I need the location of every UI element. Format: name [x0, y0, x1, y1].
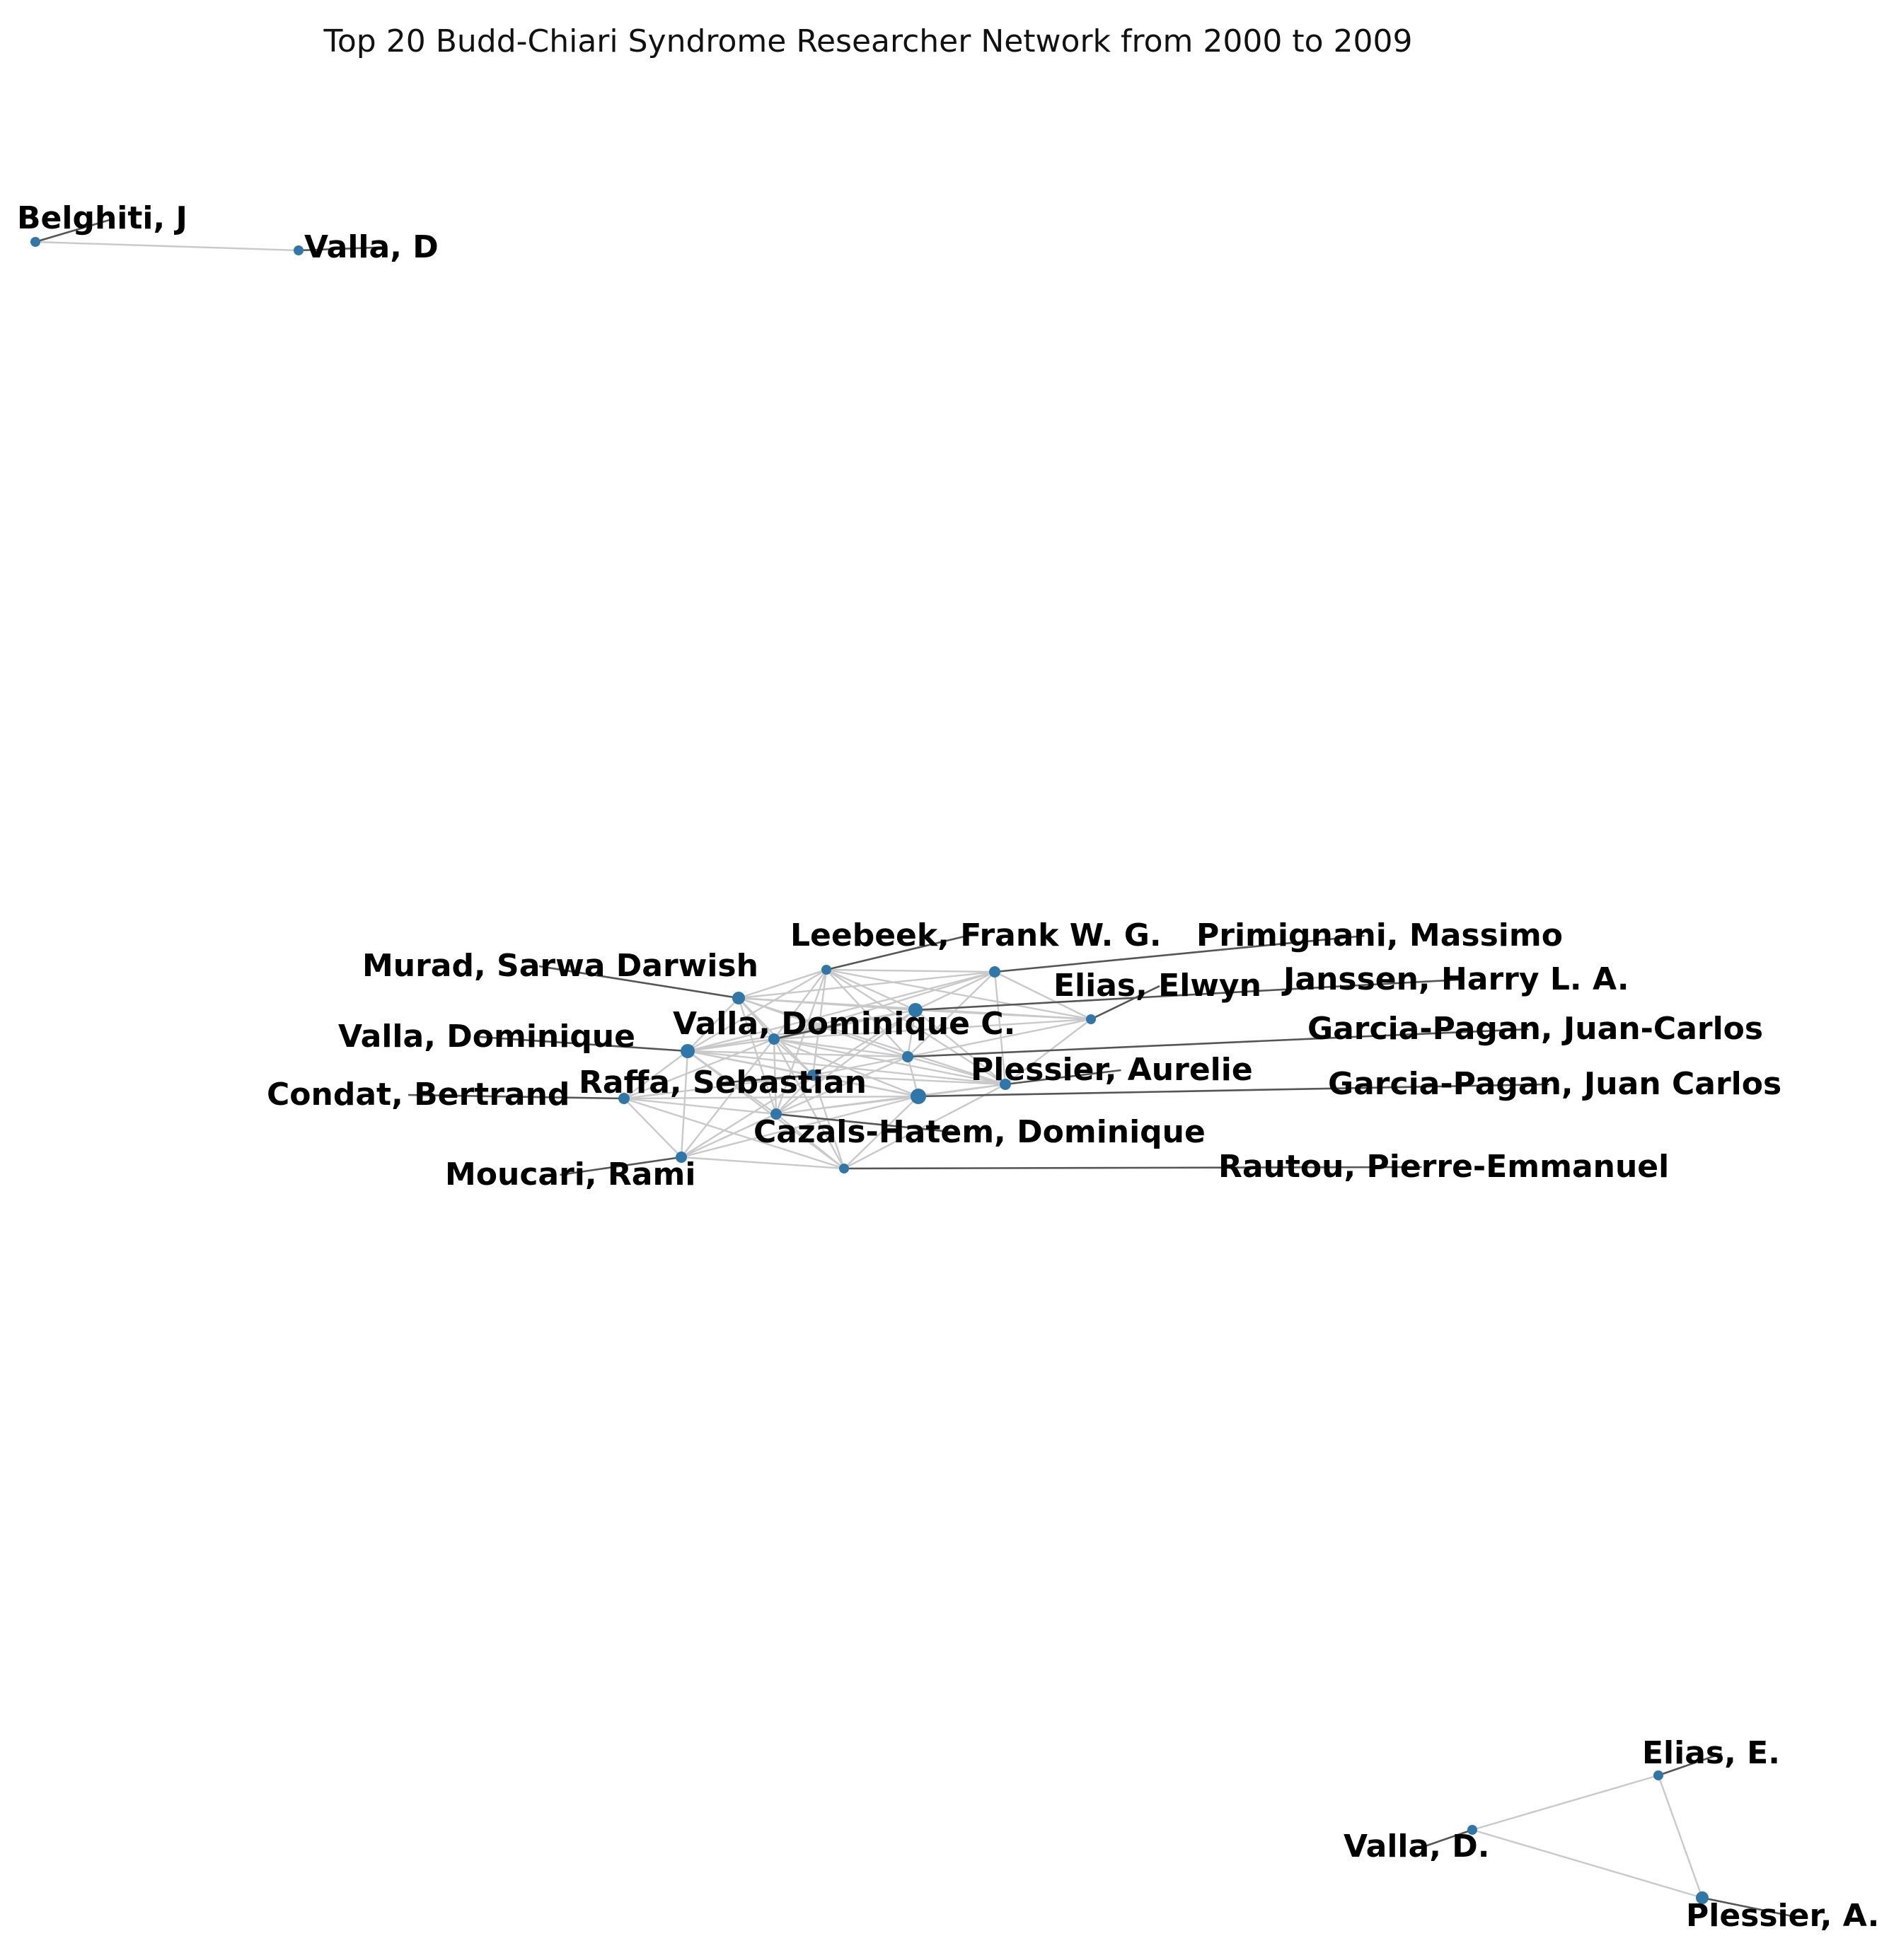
node-label-moucari: Moucari, Rami [445, 1156, 696, 1193]
node-label-cazals: Cazals-Hatem, Dominique [753, 1114, 1206, 1150]
edge-leebeek-primignani [826, 970, 995, 972]
node-label-rautou: Rautou, Pierre-Emmanuel [1218, 1149, 1670, 1185]
node-garcia_pagan_space [911, 1089, 926, 1104]
node-valla_d_nodot [294, 245, 304, 255]
edge-primignani-janssen [915, 972, 995, 1010]
node-leebeek [821, 965, 831, 975]
node-label-elias_elwyn: Elias, Elwyn [1053, 968, 1261, 1004]
node-belghiti_j [30, 237, 40, 247]
node-valla_dominique [681, 1044, 695, 1058]
node-label-janssen: Janssen, Harry L. A. [1283, 961, 1629, 997]
node-label-plessier_aurelie: Plessier, Aurelie [971, 1052, 1253, 1088]
node-label-elias_e: Elias, E. [1642, 1735, 1780, 1771]
node-label-valla_d_dot: Valla, D. [1344, 1828, 1490, 1865]
node-label-plessier_a: Plessier, A. [1686, 1898, 1880, 1934]
label-layer [17, 200, 1879, 1934]
node-rautou [839, 1164, 849, 1173]
edge-valla_d_dot-elias_e [1472, 1775, 1658, 1830]
node-murad [732, 992, 745, 1004]
node-elias_elwyn [1086, 1014, 1096, 1024]
node-label-garcia_pagan_space: Garcia-Pagan, Juan Carlos [1328, 1066, 1782, 1102]
edge-moucari-rautou [681, 1157, 844, 1169]
node-label-valla_dominique_c: Valla, Dominique C. [673, 1006, 1016, 1042]
edge-elias_e-plessier_a [1658, 1775, 1702, 1898]
node-primignani [989, 966, 1000, 978]
node-label-murad: Murad, Sarwa Darwish [362, 948, 758, 984]
node-label-leebeek: Leebeek, Frank W. G. [790, 917, 1162, 953]
node-label-primignani: Primignani, Massimo [1196, 917, 1563, 953]
node-elias_e [1653, 1770, 1663, 1780]
diagram-title: Top 20 Budd-Chiari Syndrome Researcher Network from 2000 to 2009 [323, 23, 1413, 59]
edge-belghiti_j-valla_d_nodot [35, 242, 299, 250]
node-label-condat: Condat, Bertrand [267, 1077, 570, 1113]
node-label-raffa: Raffa, Sebastian [579, 1065, 867, 1101]
node-garcia_pagan_hyphen [902, 1051, 913, 1062]
node-label-garcia_pagan_hyphen: Garcia-Pagan, Juan-Carlos [1307, 1011, 1764, 1047]
node-label-valla_d_nodot: Valla, D [304, 229, 439, 265]
edge-valla_d_dot-plessier_a [1472, 1830, 1702, 1898]
node-label-belghiti_j: Belghiti, J [17, 200, 187, 236]
node-label-valla_dominique: Valla, Dominique [338, 1019, 635, 1055]
